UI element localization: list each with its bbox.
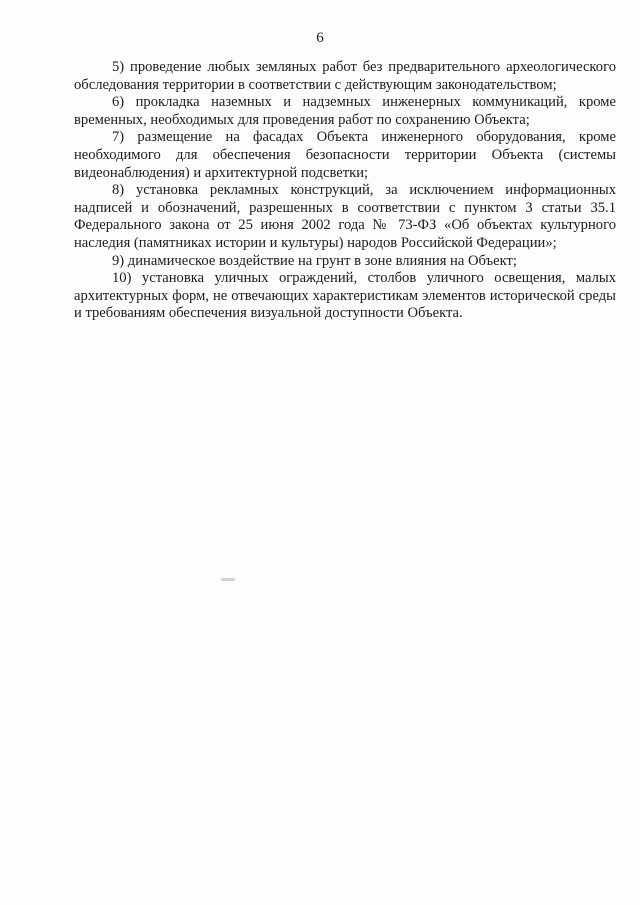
page-number: 6 — [316, 30, 324, 46]
list-item-7: 7) размещение на фасадах Объекта инженерного оборудования, кроме необходимого для обеспечения безопасности территории Объекта (системы видеонаблюдения) и архитектурной подсветки; — [74, 129, 616, 181]
list-item-8: 8) установка рекламных конструкций, за исключением информационных надписей и обозначений, разрешенных в соответствии с пунктом 3 статьи 35.1 Федерального закона от 25 июня 2002 года № 73-ФЗ «Об объектах культурного наследия (памятниках истории и культуры) народов Российской Федерации»; — [74, 182, 616, 251]
scan-artifact — [221, 578, 235, 581]
document-body — [74, 59, 616, 323]
list-item-9: 9) динамическое воздействие на грунт в зоне влияния на Объект; — [112, 252, 517, 269]
list-item-10: 10) установка уличных ограждений, столбов уличного освещения, малых архитектурных форм, не отвечающих характеристикам элементов исторической среды и требованиям обеспечения визуальной доступности Объекта. — [74, 270, 616, 322]
list-item-5: 5) проведение любых земляных работ без предварительного археологического обследования территории в соответствии с действующим законодательством; — [74, 59, 616, 93]
list-item-6: 6) прокладка наземных и надземных инженерных коммуникаций, кроме временных, необходимых для проведения работ по сохранению Объекта; — [74, 94, 616, 128]
